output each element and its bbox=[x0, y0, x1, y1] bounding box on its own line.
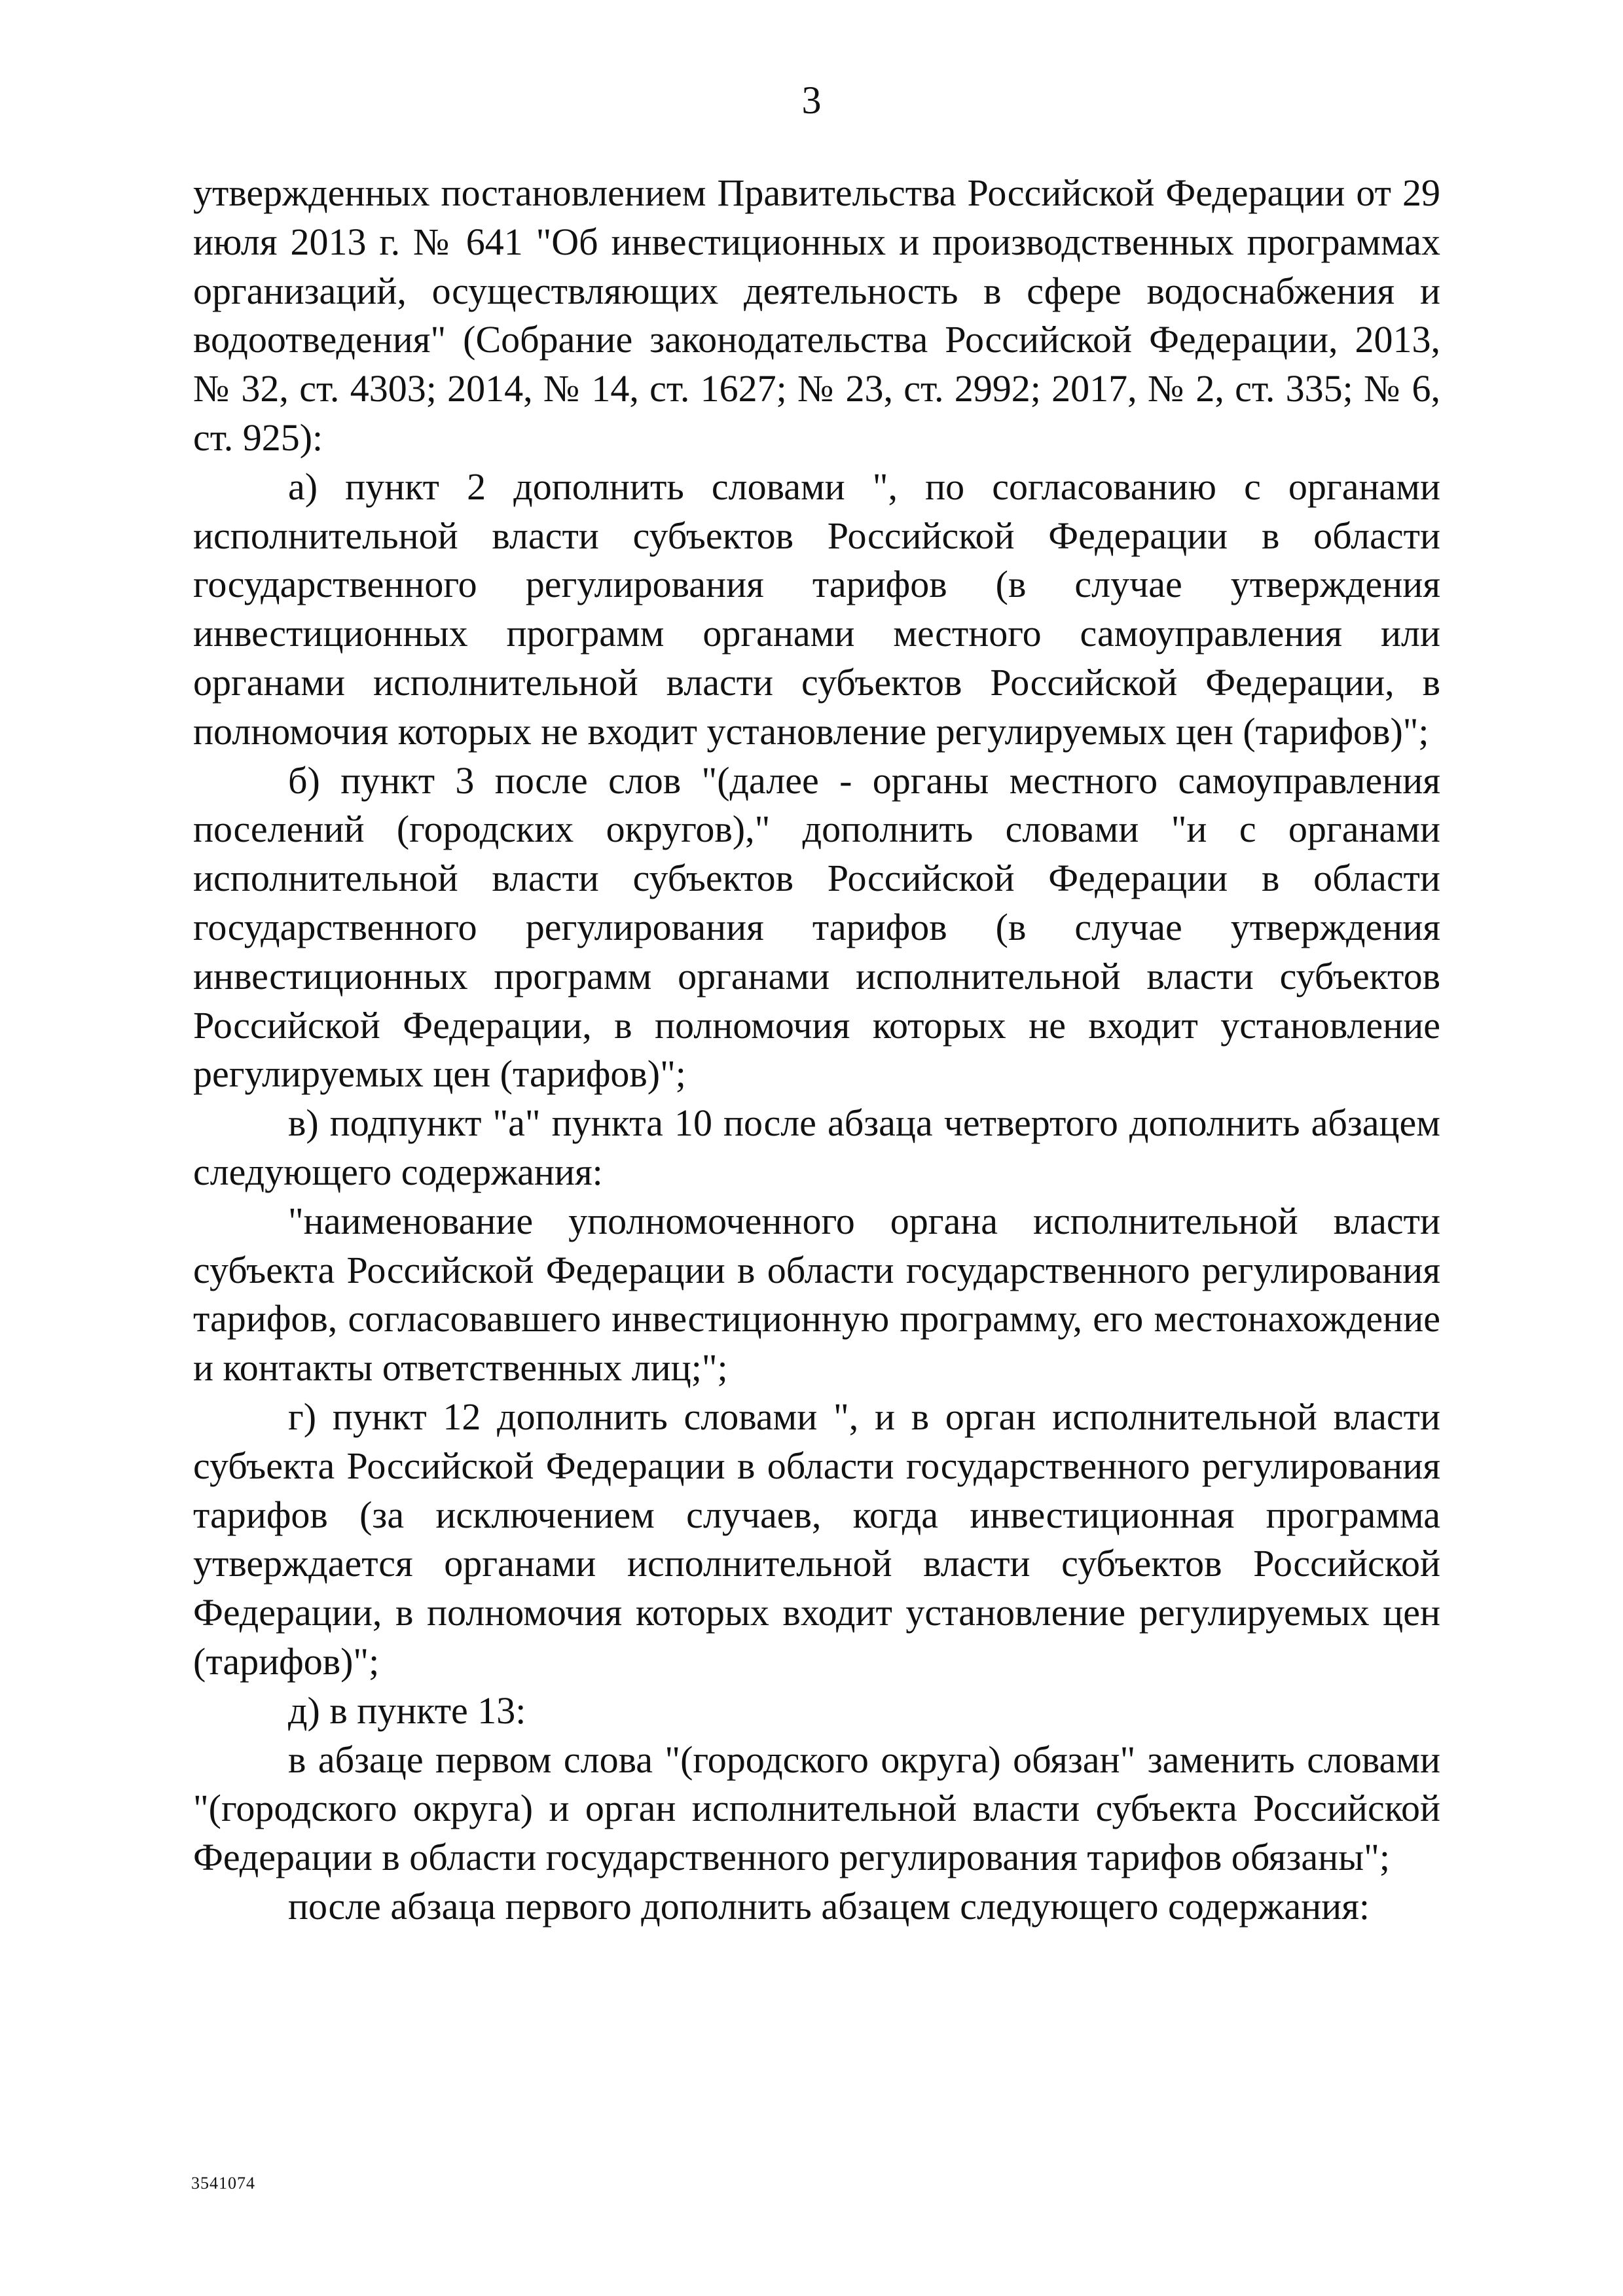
paragraph-item-d-first: в абзаце первом слова "(городского округа) обязан" заменить словами "(городского округа) и орган исполнительной власти субъекта Российской Федерации в области государственного регулирования тарифов обязаны"; bbox=[193, 1738, 1440, 1879]
paragraph-item-b: б) пункт 3 после слов "(далее - органы местного самоуправления поселений (городских округов)," дополнить словами "и с органами исполнительной власти субъектов Российской Федерации в области государственного регулирования тарифов (в случае утверждения инвестиционных программ органами исполнительной власти субъектов Российской Федерации, в полномочия которых не входит установление регулируемых цен (тарифов)"; bbox=[193, 759, 1440, 1096]
paragraph-quoted-text: "наименование уполномоченного органа исполнительной власти субъекта Российской Федерации в области государственного регулирования тарифов, согласовавшего инвестиционную программу, его местонахождение и контакты ответственных лиц;"; bbox=[193, 1199, 1440, 1390]
document-code: 3541074 bbox=[191, 2174, 255, 2193]
paragraph-item-a: а) пункт 2 дополнить словами ", по согласованию с органами исполнительной власти субъектов Российской Федерации в области государственного регулирования тарифов (в случае утверждения инвестиционных программ органами местного самоуправления или органами исполнительной власти субъектов Российской Федерации, в полномочия которых не входит установление регулируемых цен (тарифов)"; bbox=[193, 465, 1440, 753]
paragraph-continuation: утвержденных постановлением Правительства Российской Федерации от 29 июля 2013 г. № 641 "Об инвестиционных и производственных программах организаций, осуществляющих деятельность в сфере водоснабжения и водоотведения" (Собрание законодательства Российской Федерации, 2013, № 32, ст. 4303; 2014, № 14, ст. 1627; № 23, ст. 2992; 2017, № 2, ст. 335; № 6, ст. 925): bbox=[193, 171, 1440, 459]
document-body bbox=[193, 169, 1440, 1931]
paragraph-item-g: г) пункт 12 дополнить словами ", и в орган исполнительной власти субъекта Российской Федерации в области государственного регулирования тарифов (за исключением случаев, когда инвестиционная программа утверждается органами исполнительной власти субъектов Российской Федерации, в полномочия которых входит установление регулируемых цен (тарифов)"; bbox=[193, 1395, 1440, 1683]
page-number: 3 bbox=[801, 79, 822, 122]
paragraph-item-d-second: после абзаца первого дополнить абзацем следующего содержания: bbox=[288, 1884, 1370, 1928]
paragraph-item-d: д) в пункте 13: bbox=[288, 1689, 526, 1732]
paragraph-item-v: в) подпункт "а" пункта 10 после абзаца четвертого дополнить абзацем следующего содержания: bbox=[193, 1102, 1440, 1193]
